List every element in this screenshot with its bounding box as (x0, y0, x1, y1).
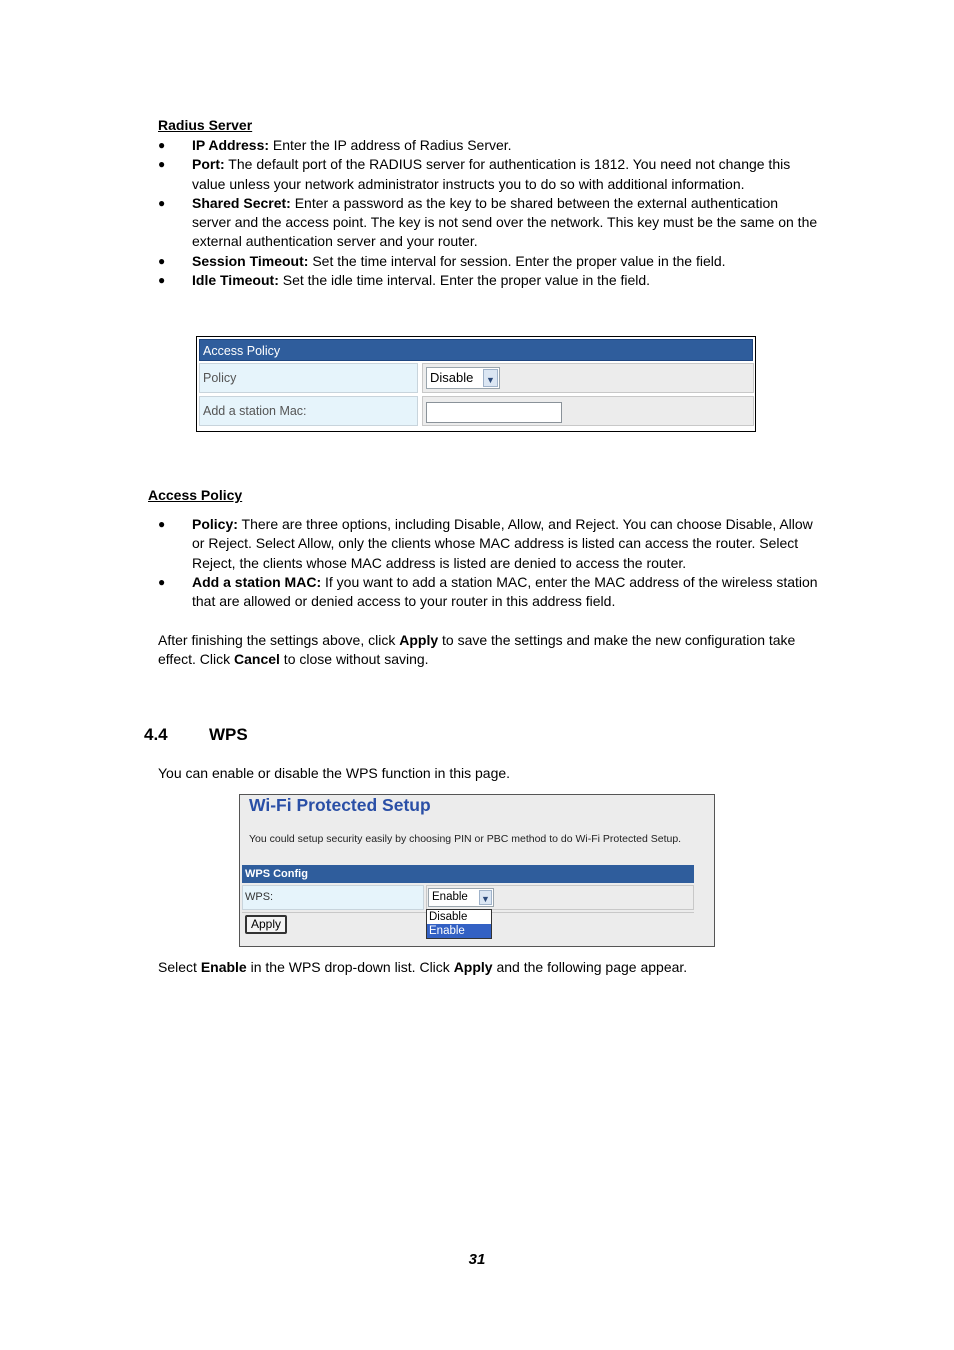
paragraph-bold: Apply (453, 959, 493, 975)
paragraph-bold: Enable (200, 959, 247, 975)
policy-select[interactable] (426, 367, 500, 389)
wps-select-value: Enable (432, 891, 468, 903)
list-item-text: The default port of the RADIUS server for authentication is 1812. You need not change this value unless your network administrator instructs you to do so with additional information. (192, 156, 791, 192)
apply-button[interactable]: Apply (245, 915, 287, 934)
list-item-term: Idle Timeout: (192, 272, 279, 289)
after-settings-paragraph (158, 631, 818, 670)
access-policy-form (196, 336, 756, 432)
list-item-term: Shared Secret: (192, 194, 291, 211)
list-item-text: If you want to add a station MAC, enter the MAC address of the wireless station that are allowed or denied access to your router in this address field. (192, 573, 818, 610)
access-policy-form-header: Access Policy (199, 339, 753, 361)
list-item-text: Set the idle time interval. Enter the proper value in the field. (278, 272, 651, 289)
list-item (158, 155, 818, 194)
wps-intro: You can enable or disable the WPS function in this page. (158, 765, 511, 781)
list-item-term: Add a station MAC: (192, 573, 322, 590)
list-item-term: Port: (192, 156, 225, 173)
paragraph-text: to save the settings and make the new configuration take effect. Click (158, 632, 796, 668)
list-item-text: Set the time interval for session. Enter the proper value in the field. (308, 252, 726, 269)
policy-value-cell (422, 363, 754, 393)
wps-form-title: Wi-Fi Protected Setup (249, 795, 431, 815)
wps-label: WPS: (242, 885, 424, 910)
page-number: 31 (468, 1251, 486, 1268)
access-policy-heading: Access Policy (148, 487, 243, 503)
list-item-text: Enter the IP address of Radius Server. (269, 137, 512, 153)
policy-select-value: Disable (430, 370, 474, 385)
section-number: 4.4 (144, 725, 168, 744)
list-item (158, 573, 818, 612)
add-station-mac-cell (422, 396, 754, 426)
list-item (158, 194, 818, 252)
add-station-mac-input[interactable] (426, 402, 562, 423)
add-station-mac-label: Add a station Mac: (199, 396, 418, 426)
wps-config-header: WPS Config (242, 865, 694, 883)
radius-server-list (158, 136, 818, 290)
section-title: WPS (209, 725, 248, 744)
list-item (158, 515, 818, 573)
select-enable-paragraph (158, 958, 818, 977)
wps-option-enable[interactable]: Enable (427, 924, 491, 938)
wps-value-cell (426, 885, 694, 910)
list-item-term: IP Address: (192, 137, 270, 153)
policy-label: Policy (199, 363, 418, 393)
paragraph-bold: Apply (399, 632, 439, 648)
list-item-term: Session Timeout: (192, 252, 309, 269)
radius-server-heading: Radius Server (158, 117, 253, 133)
paragraph-text: After finishing the settings above, click (158, 632, 400, 648)
list-item-term: Policy: (192, 516, 238, 532)
wps-option-disable[interactable]: Disable (429, 911, 468, 923)
paragraph-text: to close without saving. (279, 651, 429, 668)
wps-dropdown-list (426, 909, 492, 939)
access-policy-list (158, 515, 818, 611)
chevron-down-icon: ▼ (479, 890, 492, 905)
paragraph-text: Select (158, 959, 201, 975)
list-item (158, 271, 818, 290)
list-item-text: There are three options, including Disable, Allow, and Reject. You can choose Disable, Allow or Reject. Select Allow, only the clients whose MAC address is listed can access the router. Select Reject, the clients whose MAC address is listed are denied to access the router. (192, 516, 813, 571)
wps-select[interactable] (428, 888, 494, 907)
wps-form-description: You could setup security easily by choosing PIN or PBC method to do Wi-Fi Protected Setup. (249, 833, 682, 845)
list-item (158, 252, 818, 271)
wps-form (239, 794, 715, 947)
paragraph-bold: Cancel (234, 651, 280, 668)
list-item-text: Enter a password as the key to be shared between the external authentication server and the access point. The key is not send over the network. This key must be the same on the external authentication server and your router. (192, 194, 818, 250)
paragraph-text: and the following page appear. (492, 959, 688, 975)
list-item (158, 136, 818, 155)
paragraph-text: in the WPS drop-down list. Click (246, 959, 454, 975)
chevron-down-icon: ▼ (483, 369, 498, 387)
